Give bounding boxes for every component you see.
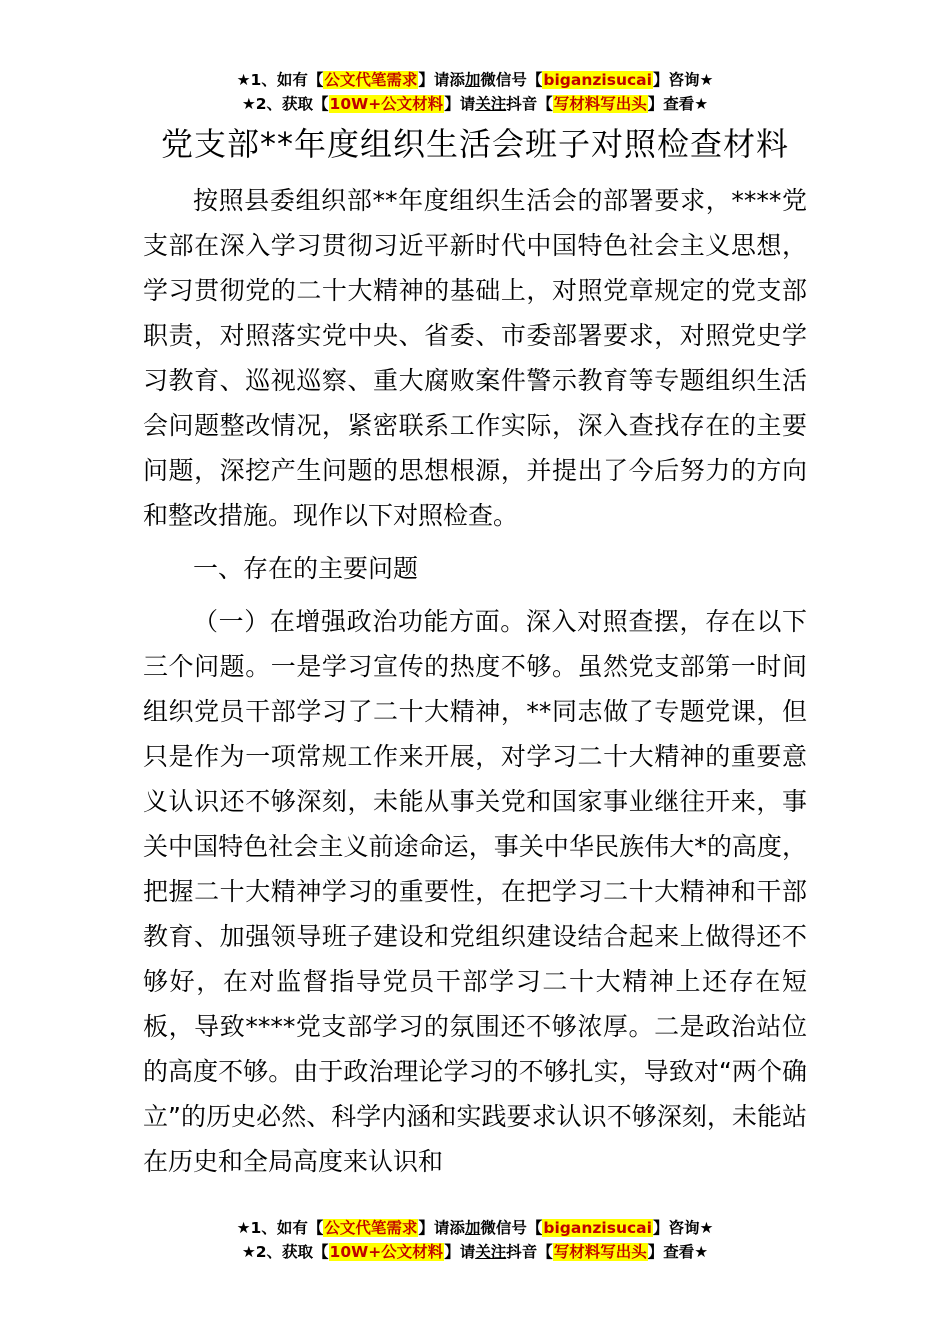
promo-line-2: ★2、获取【10W+公文材料】请关注抖音【写材料写出头】查看★ [241,1243,709,1261]
promo-banner-top [0,68,950,116]
promo-banner-bottom [0,1216,950,1264]
intro-paragraph: 按照县委组织部**年度组织生活会的部署要求，****党支部在深入学习贯彻习近平新时代中国特色社会主义思想，学习贯彻党的二十大精神的基础上，对照党章规定的党支部职责，对照落实党中央、省委、市委部署要求，对照党史学习教育、巡视巡察、重大腐败案件警示教育等专题组织生活会问题整改情况，紧密联系工作实际，深入查找存在的主要问题，深挖产生问题的思想根源，并提出了今后努力的方向和整改措施。现作以下对照检查。 [143,186,807,530]
promo-line-1: ★1、如有【公文代笔需求】请添加微信号【biganzisucai】咨询★ [236,71,714,89]
promo-line-1: ★1、如有【公文代笔需求】请添加微信号【biganzisucai】咨询★ [236,1219,714,1237]
promo-line-2: ★2、获取【10W+公文材料】请关注抖音【写材料写出头】查看★ [241,95,709,113]
highlight-text: biganzisucai [543,71,652,89]
document-body [143,178,807,1184]
document-title: 党支部**年度组织生活会班子对照检查材料 [160,125,789,163]
highlight-text: 10W+公文材料 [329,95,444,113]
highlight-text: biganzisucai [543,1219,652,1237]
highlight-text: 公文代笔需求 [324,1219,418,1237]
body-paragraph: （一）在增强政治功能方面。深入对照查摆，存在以下三个问题。一是学习宣传的热度不够。虽然党支部第一时间组织党员干部学习了二十大精神，**同志做了专题党课，但只是作为一项常规工作来开展，对学习二十大精神的重要意义认识还不够深刻，未能从事关党和国家事业继往开来，事关中国特色社会主义前途命运，事关中华民族伟大*的高度，把握二十大精神学习的重要性，在把学习二十大精神和干部教育、加强领导班子建设和党组织建设结合起来上做得还不够好，在对监督指导党员干部学习二十大精神上还存在短板，导致****党支部学习的氛围还不够浓厚。二是政治站位的高度不够。由于政治理论学习的不够扎实，导致对“两个确立”的历史必然、科学内涵和实践要求认识不够深刻，未能站在历史和全局高度来认识和 [143,607,807,1176]
section-heading: 一、存在的主要问题 [193,554,419,583]
highlight-text: 写材料写出头 [553,1243,647,1261]
highlight-text: 公文代笔需求 [324,71,418,89]
highlight-text: 10W+公文材料 [329,1243,444,1261]
highlight-text: 写材料写出头 [553,95,647,113]
